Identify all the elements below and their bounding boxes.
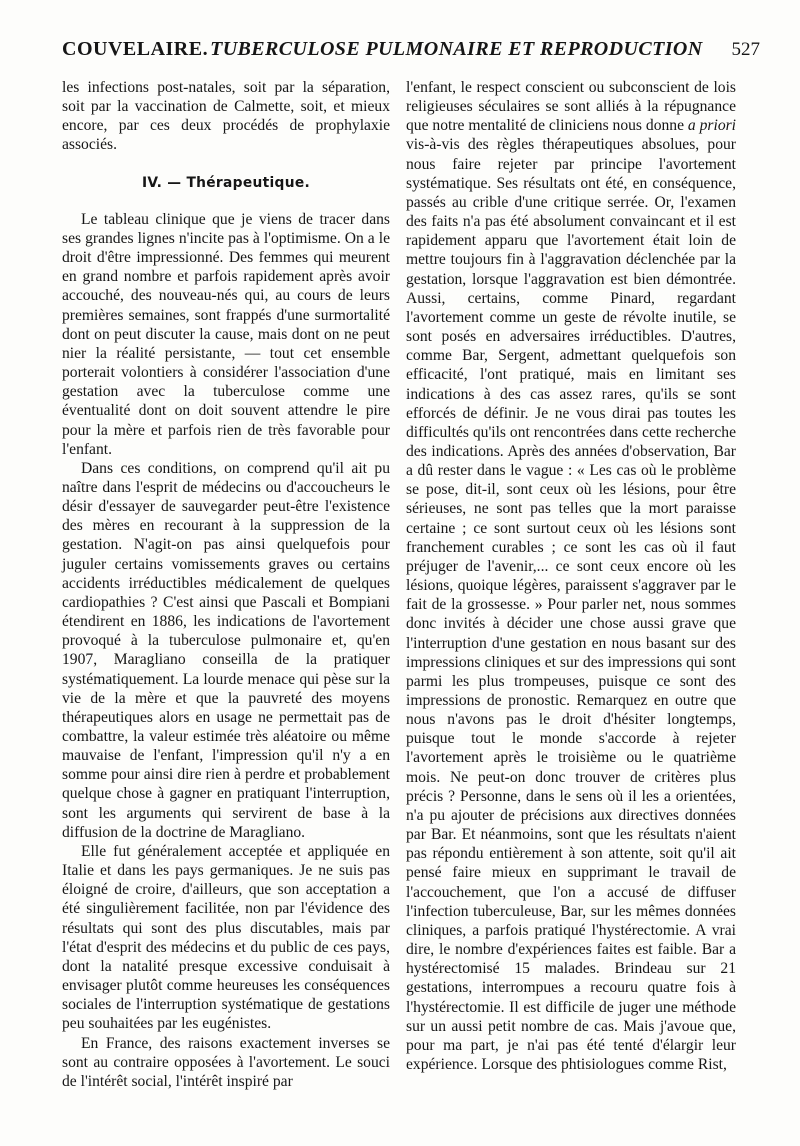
page-number: 527 xyxy=(731,39,760,60)
paragraph-en-france: En France, des raisons exactement inverses se sont au contraire opposées à l'avortement. Le souci de l'intérêt social, l'intérêt inspiré par xyxy=(62,1034,390,1090)
running-head-title: TUBERCULOSE PULMONAIRE ET REPRODUCTION xyxy=(210,38,703,60)
continuation-paragraph: les infections post-natales, soit par la séparation, soit par la vaccination de Calmette, soit, et mieux encore, par ces deux procédés de prophylaxie associés. xyxy=(62,79,390,154)
left-column xyxy=(62,78,390,1091)
paragraph-tableau-clinique: Le tableau clinique que je viens de tracer dans ses grandes lignes n'incite pas à l'optimisme. On a le droit d'être impressionné. Des femmes qui meurent en grand nombre et parfois rapidement après avoir accouché, des nouveau-nés qui, au cours de leurs premières semaines, sont frappés d'une surmortalité dont on peut discuter la cause, mais dont on ne peut nier la réalité persistante, — tout cet ensemble porterait volontiers à considérer l'association d'une gestation avec la tuberculose comme une éventualité dont on doit souvent attendre le pire pour la mère et parfois rien de très favorable pour l'enfant. xyxy=(62,210,390,458)
italic-a-priori: a priori xyxy=(687,117,737,135)
paragraph-dans-ces-conditions: Dans ces conditions, on comprend qu'il ait pu naître dans l'esprit de médecins ou d'accoucheurs le désir d'essayer de sauvegarder peut-être l'existence des mères en recourant à la suppression de la gestation. N'agit-on pas ainsi quelquefois pour juguler certains vomissements graves ou certains accidents irréductibles médicalement de quelques cardiopathies ? C'est ainsi que Pascali et Bompiani étendirent en 1886, les indications de l'avortement provoqué à la tuberculose pulmonaire et, qu'en 1907, Maragliano conseilla de la pratiquer systématiquement. La lourde menace qui pèse sur la vie de la mère et que la pauvreté des moyens thérapeutiques alors en usage ne permettait pas de combattre, la valeur estimée très aléatoire ou même mauvaise de l'enfant, l'impression qu'il n'y a en somme pour ainsi dire rien à perdre et probablement quelque chose à gagner en pratiquant l'interruption, sont les arguments qui servirent de base à la diffusion de la doctrine de Maragliano. xyxy=(62,459,390,841)
running-head-author: COUVELAIRE. xyxy=(62,38,209,60)
section-heading: IV. — Thérapeutique. xyxy=(141,174,311,191)
right-column xyxy=(406,78,736,1074)
right-text-part-a: l'enfant, le respect conscient ou subconscient de lois religieuses séculaires se sont alliés à la répugnance que notre mentalité de cliniciens nous donne xyxy=(406,79,736,135)
right-column-paragraph xyxy=(406,78,736,1074)
running-head xyxy=(62,38,760,72)
right-text-part-b: vis-à-vis des règles thérapeutiques absolues, pour nous faire rejeter par principe l'avortement systématique. Ses résultats ont été, en conséquence, passés au crible d'une critique serrée. Or, l'examen des faits n'a pas été absolument convaincant et il est rapidement apparu que l'avortement était loin de mettre toujours fin à l'aggravation déclenchée par la gestation, lorsque l'aggravation est bien démontrée. Aussi, certains, comme Pinard, regardant l'avortement comme un geste de révolte inutile, se sont posés en adversaires irréductibles. D'autres, comme Bar, Sergent, admettant quelquefois son efficacité, l'ont pratiqué, mais en limitant ses indications à des cas assez rares, qu'ils se sont efforcés de définir. Je ne vous dirai pas toutes les difficultés qu'ils ont rencontrées dans cette recherche des indications. Après des années d'observation, Bar a dû rester dans le vague : « Les cas où le problème se pose, dit-il, sont ceux où les lésions, pour être sérieuses, ne sont pas telles que la mort paraisse certaine ; ce sont surtout ceux où les lésions sont franchement curables ; ce sont les cas où il faut préjuger de l'avenir,... ce sont ceux encore où les lésions, quoique légères, paraissent s'aggraver par le fait de la grossesse. » Pour parler net, nous sommes donc invités à décider une chose aussi grave que l'interruption d'une gestation en nous basant sur des impressions cliniques et sur des impressions qui sont parmi les plus trompeuses, puisque ce sont des impressions de pronostic. Remarquez en outre que nous n'avons pas le droit d'hésiter longtemps, puisque tout le monde s'accorde à rejeter l'avortement après le troisième ou le quatrième mois. Ne peut-on donc trouver de critères plus précis ? Personne, dans le sens où il les a orientées, n'a pu ajouter de précisions aux directives données par Bar. Et néanmoins, sont que les résultats n'aient pas répondu entièrement à son attente, soit qu'il ait pensé faire mieux en supprimant le travail de l'accouchement, que l'on a accusé de diffuser l'infection tuberculeuse, Bar, sur les mêmes données cliniques, a parfois pratiqué l'hystérectomie. A vrai dire, le nombre d'expériences faites est faible. Bar a hystérectomisé 15 malades. Brindeau sur 21 gestations, interrompues a recouru quatre fois à l'hystérectomie. Il est difficile de juger une méthode sur un aussi petit nombre de cas. Mais j'avoue que, pour ma part, je n'ai pas été tenté d'élargir leur expérience. Lorsque des phtisiologues comme Rist, xyxy=(406,136,736,1073)
paragraph-elle-fut-acceptee: Elle fut généralement acceptée et appliquée en Italie et dans les pays germaniques. Je ne suis pas éloigné de croire, d'ailleurs, que son acceptation a été singulièrement facilitée, non par l'évidence des résultats qui sont des plus discutables, mais par l'état d'esprit des médecins et du public de ces pays, dont la natalité presque excessive conduisait à envisager plutôt comme heureuses les conséquences sociales de l'interruption systématique de gestations peu souhaitées par les eugénistes. xyxy=(62,842,390,1033)
